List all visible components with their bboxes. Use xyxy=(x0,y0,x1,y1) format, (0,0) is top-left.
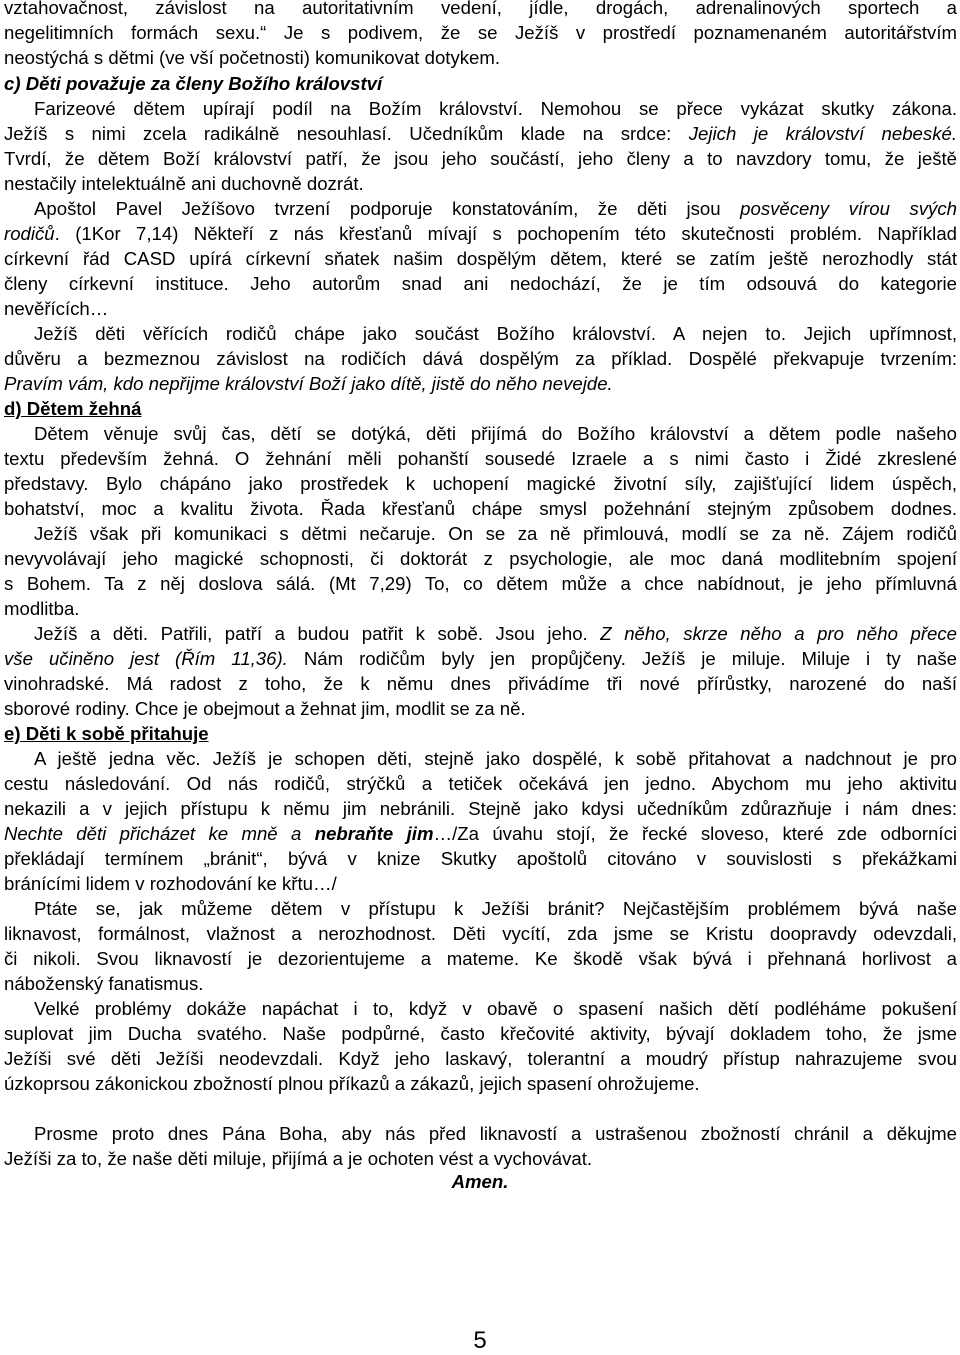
text-line: modlitba. xyxy=(4,598,80,619)
text-line: textu především žehná. O žehnání měli pohanští sousedé Izraele a s nimi často i Židé zkreslené xyxy=(4,448,957,469)
bible-quote: Pravím vám, kdo nepřijme království Boží jako dítě, jistě do něho nevejde. xyxy=(4,373,613,394)
text-line: suplovat jim Ducha svatého. Naše podpůrné, často křečovité aktivity, bývají dokladem toho, že jsme xyxy=(4,1023,957,1044)
bible-quote-emphasis: nebraňte jim xyxy=(314,823,434,844)
page-number: 5 xyxy=(473,1327,487,1354)
text-line: sborové rodiny. Chce je obejmout a žehnat jim, modlit se za ně. xyxy=(4,698,526,719)
text-line: Velké problémy dokáže napáchat i to, když v obavě o spasení našich dětí podléháme pokušení xyxy=(34,998,957,1019)
text-line: nevyvolávají jeho magické schopnosti, či doktorát z psychologie, ale moc daná modlitebním spojení xyxy=(4,548,957,569)
closing-amen: Amen. xyxy=(451,1171,509,1192)
text-line: Prosme proto dnes Pána Boha, aby nás před liknavostí a ustrašenou zbožností chránil a děkujme xyxy=(34,1123,957,1144)
text-line: nekazili a v jejich přístupu k němu jim nebránili. Stejně jako kdysi učedníkům zdůrazňuje i nám dnes: xyxy=(4,798,957,819)
bible-quote: Z něho, skrze něho a pro něho přece xyxy=(600,623,957,644)
text-line: cestu následování. Od nás rodičů, strýčků a tetiček očekává jen jedno. Abychom mu jeho aktivitu xyxy=(4,773,957,794)
text-line: s Bohem. Ta z něj doslova sálá. (Mt 7,29) To, co dětem může a chce nabídnout, je jeho přímluvná xyxy=(4,573,957,594)
text-line: Ježíš však při komunikaci s dětmi nečaruje. On se za ně přimlouvá, modlí se za ně. Zájem rodičů xyxy=(34,523,957,544)
text-line: církevní řád CASD upírá církevní sňatek našim dospělým dětem, které se zatím ještě nerozhodly stát xyxy=(4,248,957,269)
text-line: Tvrdí, že dětem Boží království patří, že jsou jeho součástí, jeho členy a to navzdory tomu, že ještě xyxy=(4,148,957,169)
bible-quote: Nechte děti přicházet ke mně a xyxy=(4,823,315,844)
text-line: Ježíš děti věřících rodičů chápe jako součást Božího království. A nejen to. Jejich upřímnost, xyxy=(34,323,957,344)
text-line: náboženský fanatismus. xyxy=(4,973,204,994)
text-line: neostýchá s dětmi (ve vší početnosti) komunikovat dotykem. xyxy=(4,47,501,68)
bible-quote: Jejich je království nebeské. xyxy=(688,123,957,144)
text-line: nestačily intelektuálně ani duchovně dozrát. xyxy=(4,173,364,194)
bible-quote: rodičů xyxy=(4,223,55,244)
section-heading-c: c) Děti považuje za členy Božího království xyxy=(4,73,383,94)
section-heading-e: e) Děti k sobě přitahuje xyxy=(4,723,209,744)
text-line: Ježíš s nimi zcela radikálně nesouhlasí. Učedníkům klade na srdce: Jejich je království nebeské. xyxy=(4,123,957,144)
text-line: důvěru a bezmeznou závislost na rodičích dává dospělým za příklad. Dospělé překvapuje tvrzením: xyxy=(4,348,957,369)
text-line: úzkoprsou zákonickou zbožností plnou příkazů a zákazů, jejich spasení ohrožujeme. xyxy=(4,1073,700,1094)
text-line: Farizeové dětem upírají podíl na Božím království. Nemohou se přece vykázat skutky zákona. xyxy=(34,98,957,119)
text-line: Ježíši své děti Ježíši neodevzdali. Když jeho laskavý, tolerantní a moudrý přístup nahrazujeme svou xyxy=(4,1048,957,1069)
text-line: vinohradské. Má radost z toho, že k němu dnes přivádíme tři nové přírůstky, narozené do naší xyxy=(4,673,957,694)
bible-quote: posvěceny vírou svých xyxy=(740,198,957,219)
text-line: Nechte děti přicházet ke mně a nebraňte jim…/Za úvahu stojí, že řecké sloveso, které zde odborníci xyxy=(4,823,957,844)
text-line: bránícími lidem v rozhodování ke křtu…/ xyxy=(4,873,337,894)
text-line: Ptáte se, jak můžeme dětem v přístupu k Ježíši bránit? Nejčastějším problémem bývá naše xyxy=(34,898,957,919)
text-line: představy. Bylo chápáno jako prostředek k uchopení magické životní síly, zajišťující lidem úspěch, xyxy=(4,473,957,494)
text-line: Ježíši za to, že naše děti miluje, přijímá a je ochoten vést a vychovávat. xyxy=(4,1148,593,1169)
text-line: negelitimních formách sexu.“ Je s podivem, že se Ježíš v prostředí poznamenaném autoritářstvím xyxy=(4,22,957,43)
text-line: bohatství, moc a kvalitu života. Řada křesťanů chápe smysl požehnání stejným způsobem dodnes. xyxy=(4,498,957,519)
section-heading-d: d) Dětem žehná xyxy=(4,398,142,419)
text-line: překládají termínem „bránit“, bývá v knize Skutky apoštolů citováno v souvislosti s překážkami xyxy=(4,848,957,869)
text-line: nevěřících… xyxy=(4,298,109,319)
text-line: liknavost, formálnost, vlažnost a nerozhodnost. Děti vycítí, zda jsme se Kristu doopravdy odevzdali, xyxy=(4,923,957,944)
text-line: Apoštol Pavel Ježíšovo tvrzení podporuje konstatováním, že děti jsou posvěceny vírou svých xyxy=(34,198,957,219)
text-line: či nikoli. Svou liknavostí je dezorientujeme a mateme. Ke škodě však bývá i přehnaná horlivost a xyxy=(4,948,957,969)
text-line: vztahovačnost, závislost na autoritativním vedení, jídle, drogách, adrenalinových sportech a xyxy=(4,0,957,18)
text-line: vše učiněno jest (Řím 11,36). Nám rodičům byly jen propůjčeny. Ježíš je miluje. Miluje i ty naše xyxy=(4,648,957,669)
bible-quote: vše učiněno jest (Řím 11,36). xyxy=(4,648,288,669)
text-line: členy církevní instituce. Jeho autorům snad ani nedochází, že je tím odsouvá do kategorie xyxy=(4,273,957,294)
text-line: rodičů. (1Kor 7,14) Někteří z nás křesťanů mívají s pochopením této skutečnosti problém. Například xyxy=(4,223,957,244)
text-line: A ještě jedna věc. Ježíš je schopen děti, stejně jako dospělé, k sobě přitahovat a nadchnout je pro xyxy=(34,748,957,769)
text-line: Dětem věnuje svůj čas, dětí se dotýká, děti přijímá do Božího království a dětem podle našeho xyxy=(34,423,957,444)
text-line: Ježíš a děti. Patřili, patří a budou patřit k sobě. Jsou jeho. Z něho, skrze něho a pro něho přece xyxy=(34,623,957,644)
